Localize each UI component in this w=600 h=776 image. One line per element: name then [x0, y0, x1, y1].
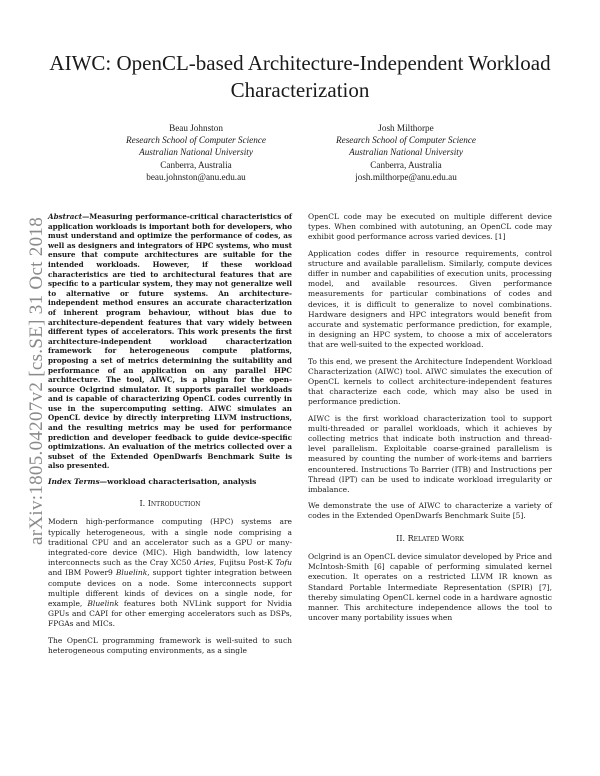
section-heading-introduction: I. Introduction	[139, 499, 201, 509]
author-name: Josh Milthorpe	[378, 123, 434, 133]
intro-paragraph-2: The OpenCL programming framework is well-suited to such heterogeneous computing environments, as a single	[48, 635, 292, 655]
index-terms-text: —workload characterisation, analysis	[99, 477, 257, 487]
author-email: josh.milthorpe@anu.edu.au	[355, 171, 457, 182]
author-department: Research School of Computer Science	[126, 135, 266, 146]
intro-italic-term: Bluelink	[87, 599, 119, 609]
author-university: Australian National University	[349, 147, 463, 158]
abstract-text: —Measuring performance-critical characteristics of application workloads is important both for developers, who must understand and optimize the performance of codes, as well as designers and integrators of HPC systems, who must ensure that compute architectures are suitable for the intended workloads. However, if these workload characteristics are tied to architectural features that are specific to a particular system, they may not generalize well to alternative or future systems. An architecture-independent method ensures an accurate characterization of inherent program behaviour, without bias due to architecture-dependent features that vary widely between different types of accelerators. This work presents the first architecture-independent workload characterization framework for heterogeneous compute platforms, proposing a set of metrics determining the suitability and performance of an application on any parallel HPC architecture. The tool, AIWC, is a plugin for the open-source Oclgrind simulator. It supports parallel workloads and is capable of characterizing OpenCL codes currently in use in the supercomputing setting. AIWC simulates an OpenCL device by directly interpreting LLVM instructions, and the resulting metrics may be used for performance prediction and developer feedback to guide device-specific optimizations. An evaluation of the metrics collected over a subset of the Extended OpenDwarfs Benchmark Suite is also presented.	[48, 212, 292, 471]
abstract-label: Abstract	[48, 212, 83, 221]
body-paragraph: AIWC is the first workload characterization tool to support multi-threaded or parallel workloads, which it achieves by collecting metrics that indicate both instruction and thread-level parallelism. Exploitable coarse-grained parallelism is measured by counting the number of work-items and barriers encountered. Instructions To Barrier (ITB) and Instructions per Thread (IPT) can be used to indicate workload irregularity or imbalance.	[308, 413, 552, 495]
abstract	[48, 212, 292, 471]
author-department: Research School of Computer Science	[336, 135, 476, 146]
author-city: Canberra, Australia	[160, 159, 232, 170]
left-column	[48, 212, 292, 662]
body-paragraph: To this end, we present the Architecture Independent Workload Characterization (AIWC) tool. AIWC simulates the execution of OpenCL kernels to collect architecture-independent features that characterize each code, which may also be used in performance prediction.	[308, 356, 552, 407]
body-paragraph: We demonstrate the use of AIWC to characterize a variety of codes in the Extended OpenDwarfs Benchmark Suite [5].	[308, 501, 552, 521]
author-email: beau.johnston@anu.edu.au	[146, 171, 246, 182]
intro-text: , support tighter integration between compute devices on a node. Some interconnects support multiple different kinds of devices on a single node, for example,	[48, 568, 292, 609]
arxiv-identifier	[24, 206, 50, 556]
author-name: Beau Johnston	[169, 123, 223, 133]
author-university: Australian National University	[139, 147, 253, 158]
intro-text: Modern high-performance computing (HPC) systems are typically heterogeneous, with a single node comprising a traditional CPU and an accelerator such as a GPU or many-integrated-core device (MIC). High bandwidth, low latency interconnects such as the Cray XC50	[48, 517, 292, 568]
intro-paragraph-1	[48, 517, 292, 629]
section-heading-related-work: II. Related Work	[396, 533, 464, 543]
arxiv-identifier-text: arXiv:1805.04207v2 [cs.SE] 31 Oct 2018	[26, 216, 47, 546]
intro-italic-term: Bluelink	[115, 568, 148, 578]
intro-italic-term: Tofu	[275, 558, 292, 568]
intro-italic-term: Aries	[194, 558, 214, 568]
paper-title: AIWC: OpenCL-based Architecture-Independent Workload Characterization	[49, 51, 551, 102]
intro-text: , Fujitsu Post-K	[213, 558, 276, 568]
index-terms-label: Index Terms	[48, 477, 100, 487]
body-paragraph: OpenCL code may be executed on multiple different device types. When combined with autotuning, an OpenCL code may exhibit good performance across varied devices. [1]	[308, 212, 552, 242]
intro-text: and IBM Power9	[48, 568, 116, 578]
author-block-1	[86, 122, 306, 183]
right-column	[308, 212, 552, 629]
index-terms	[48, 477, 292, 487]
related-paragraph-1: Oclgrind is an OpenCL device simulator developed by Price and McIntosh-Smith [6] capable of performing simulated kernel execution. It operates on a restricted LLVM IR known as Standard Portable Intermediate Representation (SPIR) [7], thereby simulating OpenCL kernel code in a hardware agnostic manner. This architecture independence allows the tool to uncover many portability issues when	[308, 551, 552, 623]
intro-text: features both NVLink support for Nvidia GPUs and CAPI for other emerging accelerators such as DSPs, FPGAs and MICs.	[48, 599, 292, 629]
author-block-2	[296, 122, 516, 183]
author-city: Canberra, Australia	[370, 159, 442, 170]
body-paragraph: Application codes differ in resource requirements, control structure and available parallelism. Similarly, compute devices differ in number and capabilities of execution units, processing model, and available resources. Given performance measurements for particular combinations of codes and devices, it is difficult to generalize to novel combinations. Hardware designers and HPC integrators would benefit from accurate and systematic performance prediction, for example, in designing an HPC system, to choose a mix of accelerators that are well-suited to the expected workload.	[308, 248, 552, 350]
